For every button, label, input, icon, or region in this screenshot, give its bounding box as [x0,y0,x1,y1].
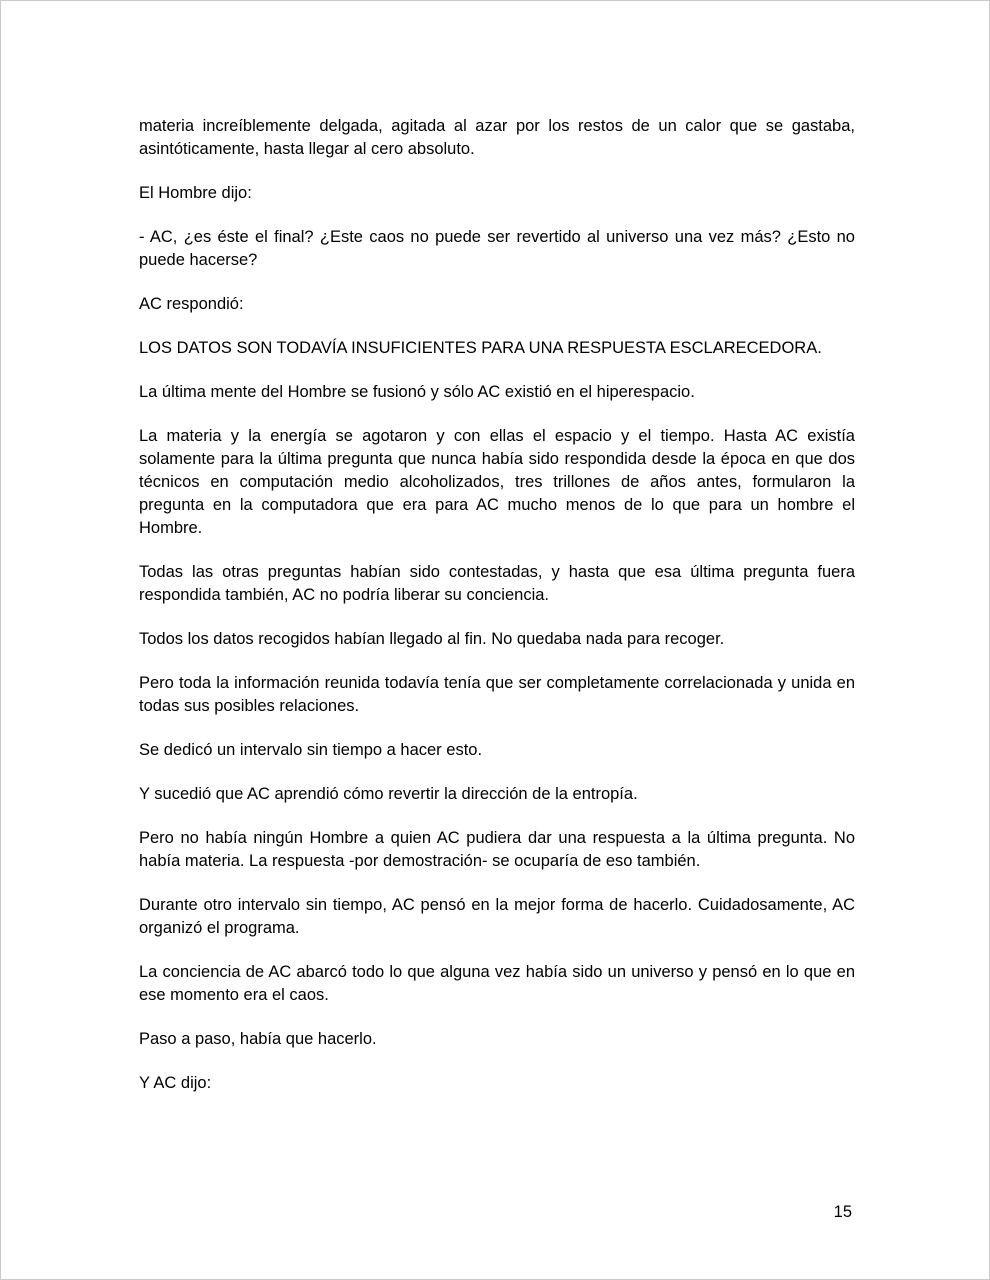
paragraph: Todos los datos recogidos habían llegado al fin. No quedaba nada para recoger. [139,630,725,648]
paragraph: La conciencia de AC abarcó todo lo que alguna vez había sido un universo y pensó en lo que en ese momento era el caos. [139,963,855,1004]
paragraph: AC respondió: [139,295,244,313]
paragraph: materia increíblemente delgada, agitada al azar por los restos de un calor que se gastaba, asintóticamente, hasta llegar al cero absoluto. [139,117,855,158]
paragraph: La última mente del Hombre se fusionó y sólo AC existió en el hiperespacio. [139,383,695,401]
paragraph: Y sucedió que AC aprendió cómo revertir la dirección de la entropía. [139,785,638,803]
paragraph: La materia y la energía se agotaron y con ellas el espacio y el tiempo. Hasta AC existía solamente para la última pregunta que nunca había sido respondida desde la época en que dos técnicos en computación medio alcoholizados, tres trillones de años antes, formularon la pregunta en la computadora que era para AC mucho menos de lo que para un hombre el Hombre. [139,427,855,537]
paragraph: Pero toda la información reunida todavía tenía que ser completamente correlacionada y unida en todas sus posibles relaciones. [139,674,855,715]
paragraph: Y AC dijo: [139,1074,212,1092]
paragraph: Durante otro intervalo sin tiempo, AC pensó en la mejor forma de hacerlo. Cuidadosamente, AC organizó el programa. [139,896,855,937]
paragraph: Todas las otras preguntas habían sido contestadas, y hasta que esa última pregunta fuera respondida también, AC no podría liberar su conciencia. [139,563,855,604]
text-block [139,115,855,1095]
paragraph: Pero no había ningún Hombre a quien AC pudiera dar una respuesta a la última pregunta. No había materia. La respuesta -por demostración- se ocuparía de eso también. [139,829,855,870]
paragraph: - AC, ¿es éste el final? ¿Este caos no puede ser revertido al universo una vez más? ¿Esto no puede hacerse? [139,228,855,269]
paragraph: LOS DATOS SON TODAVÍA INSUFICIENTES PARA UNA RESPUESTA ESCLARECEDORA. [139,339,822,357]
page-number: 15 [833,1203,852,1221]
paragraph: El Hombre dijo: [139,184,252,202]
paragraph: Paso a paso, había que hacerlo. [139,1030,377,1048]
paragraph: Se dedicó un intervalo sin tiempo a hacer esto. [139,741,483,759]
